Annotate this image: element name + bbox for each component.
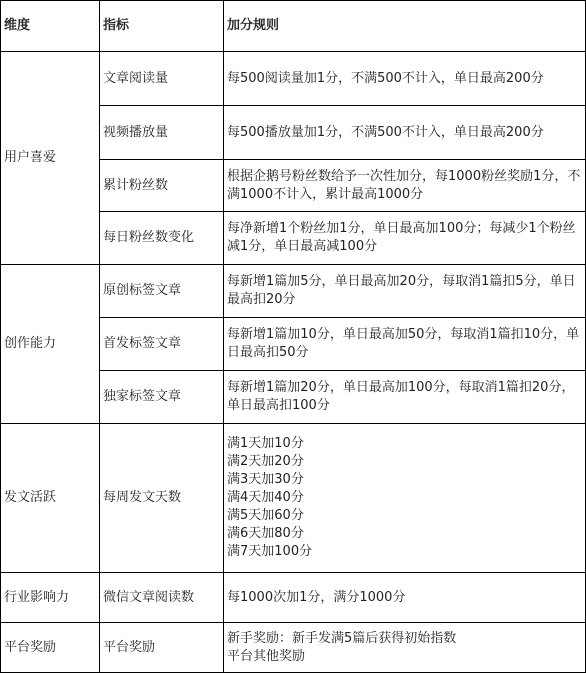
metric-cell: 微信文章阅读数 <box>100 573 224 623</box>
dimension-cell: 平台奖励 <box>1 623 100 673</box>
metric-cell: 视频播放量 <box>100 106 224 160</box>
rule-cell: 每500播放量加1分，不满500不计入，单日最高200分 <box>224 106 586 160</box>
rule-line: 平台其他奖励 <box>227 648 306 664</box>
metric-cell: 平台奖励 <box>100 623 224 673</box>
metric-cell: 每周发文天数 <box>100 424 224 573</box>
rule-cell: 根据企鹅号粉丝数给予一次性加分，每1000粉丝奖励1分，不满1000不计入，累计最高1000分 <box>224 160 586 212</box>
rule-line: 满4天加40分 <box>227 490 304 505</box>
rule-cell: 每新增1篇加20分，单日最高加100分，每取消1篇扣20分，单日最高扣100分 <box>224 371 586 424</box>
rule-cell: 每新增1篇加10分，单日最高加50分，每取消1篇扣10分，单日最高扣50分 <box>224 318 586 371</box>
header-metric: 指标 <box>100 1 224 52</box>
table-row <box>1 265 586 318</box>
header-dimension: 维度 <box>1 1 100 52</box>
header-rule: 加分规则 <box>224 1 586 52</box>
rule-line: 新手奖励：新手发满5篇后获得初始指数 <box>227 630 457 646</box>
dimension-cell: 发文活跃 <box>1 424 100 573</box>
table-row <box>1 573 586 623</box>
rule-cell <box>224 424 586 573</box>
dimension-cell: 用户喜爱 <box>1 52 100 265</box>
rule-line: 满1天加10分 <box>227 436 304 451</box>
metric-cell: 文章阅读量 <box>100 52 224 106</box>
rule-cell: 每新增1篇加5分，单日最高加20分，每取消1篇扣5分，单日最高扣20分 <box>224 265 586 318</box>
dimension-cell: 行业影响力 <box>1 573 100 623</box>
metric-cell: 原创标签文章 <box>100 265 224 318</box>
rule-cell: 每净新增1个粉丝加1分，单日最高加100分；每减少1个粉丝减1分，单日最高减100分 <box>224 212 586 265</box>
rule-line: 满7天加100分 <box>227 544 313 559</box>
table-row <box>1 52 586 106</box>
metric-cell: 独家标签文章 <box>100 371 224 424</box>
rule-cell: 每1000次加1分，满分1000分 <box>224 573 586 623</box>
rule-line: 满6天加80分 <box>227 526 304 541</box>
metric-cell: 首发标签文章 <box>100 318 224 371</box>
metric-cell: 每日粉丝数变化 <box>100 212 224 265</box>
rule-line: 满2天加20分 <box>227 454 304 469</box>
rule-cell <box>224 623 586 673</box>
table-row <box>1 424 586 573</box>
table-row <box>1 623 586 673</box>
dimension-cell: 创作能力 <box>1 265 100 424</box>
metric-cell: 累计粉丝数 <box>100 160 224 212</box>
rule-cell: 每500阅读量加1分，不满500不计入，单日最高200分 <box>224 52 586 106</box>
rule-line: 满3天加30分 <box>227 472 304 487</box>
rule-line: 满5天加60分 <box>227 508 304 523</box>
header-row <box>1 1 586 52</box>
